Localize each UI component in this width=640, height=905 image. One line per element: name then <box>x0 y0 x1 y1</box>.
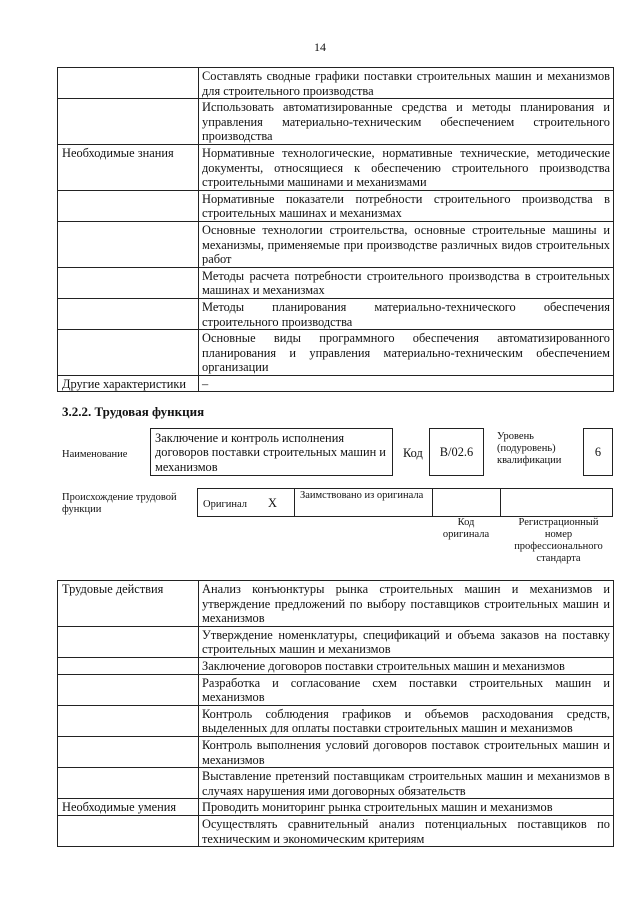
row-text: Нормативные показатели потребности строительного производства в строительных машинах и механизмах <box>199 190 614 221</box>
table-row <box>58 330 614 376</box>
table-row <box>58 799 614 816</box>
actions-table <box>57 580 614 847</box>
row-label: Необходимые знания <box>58 144 199 190</box>
row-label <box>58 267 199 298</box>
table-row <box>58 144 614 190</box>
row-label <box>58 298 199 329</box>
row-text: Контроль соблюдения графиков и объемов расходования средств, выделенных для оплаты поставки строительных машин и механизмов <box>199 705 614 736</box>
row-label <box>58 330 199 376</box>
page-number: 14 <box>314 40 326 54</box>
divider <box>294 488 295 517</box>
table-row <box>58 657 614 674</box>
function-name-box <box>150 428 393 476</box>
table-row <box>58 221 614 267</box>
origin-label: Происхождение трудовой функции <box>62 492 177 515</box>
row-text: Контроль выполнения условий договоров поставок строительных машин и механизмов <box>199 736 614 767</box>
row-label <box>58 68 199 99</box>
table-row <box>58 768 614 799</box>
row-text: – <box>199 375 614 392</box>
row-text: Выставление претензий поставщикам строительных машин и механизмов в случаях нарушения ими договорных обязательств <box>199 768 614 799</box>
row-text: Основные виды программного обеспечения автоматизированного планирования и управления материально-техническим обеспечением организации <box>199 330 614 376</box>
table-row <box>58 581 614 627</box>
function-name: Заключение и контроль исполнения договоров поставки строительных машин и механизмов <box>155 431 386 474</box>
table-row <box>58 674 614 705</box>
row-label <box>58 768 199 799</box>
divider <box>432 488 433 517</box>
row-label <box>58 736 199 767</box>
table-row <box>58 267 614 298</box>
original-mark: X <box>268 496 277 510</box>
row-text: Нормативные технологические, нормативные технические, методические документы, относящиеся к обеспечению строительного производства строительными машинами и механизмами <box>199 144 614 190</box>
row-text: Утверждение номенклатуры, спецификаций и объема заказов на поставку строительных машин и механизмов <box>199 626 614 657</box>
row-label <box>58 221 199 267</box>
row-text: Разработка и согласование схем поставки строительных машин и механизмов <box>199 674 614 705</box>
code-label: Код <box>403 446 423 460</box>
row-text: Заключение договоров поставки строительных машин и механизмов <box>199 657 614 674</box>
section-heading: 3.2.2. Трудовая функция <box>62 404 205 419</box>
code-value: B/02.6 <box>439 445 474 459</box>
row-label <box>58 190 199 221</box>
table-row <box>58 190 614 221</box>
row-text: Методы планирования материально-технического обеспечения строительного производства <box>199 298 614 329</box>
table-row <box>58 736 614 767</box>
row-text: Использовать автоматизированные средства и методы планирования и управления материально-техническим обеспечением строительного производства <box>199 99 614 145</box>
level-box <box>583 428 613 476</box>
borrowed-label: Заимствовано из оригинала <box>300 490 424 501</box>
table-row <box>58 68 614 99</box>
row-label <box>58 815 199 846</box>
name-label: Наименование <box>62 449 128 460</box>
table-row <box>58 815 614 846</box>
row-text: Методы расчета потребности строительного производства в строительных машинах и механизмах <box>199 267 614 298</box>
code-caption: Код оригинала <box>442 517 490 540</box>
knowledge-table <box>57 67 614 392</box>
row-text: Основные технологии строительства, основные строительные машины и механизмы, применяемые при производстве различных видов строительных работ <box>199 221 614 267</box>
row-label <box>58 626 199 657</box>
table-row <box>58 626 614 657</box>
row-label: Необходимые умения <box>58 799 199 816</box>
reg-caption: Регистрационный номер профессионального стандарта <box>514 517 603 564</box>
row-text: Составлять сводные графики поставки строительных машин и механизмов для строительного производства <box>199 68 614 99</box>
row-label <box>58 674 199 705</box>
row-label: Трудовые действия <box>58 581 199 627</box>
row-label <box>58 99 199 145</box>
row-label <box>58 657 199 674</box>
row-text: Осуществлять сравнительный анализ потенциальных поставщиков по техническим и экономическим критериям <box>199 815 614 846</box>
row-label: Другие характеристики <box>58 375 199 392</box>
table-row <box>58 705 614 736</box>
original-label: Оригинал <box>203 499 247 510</box>
row-text: Проводить мониторинг рынка строительных машин и механизмов <box>199 799 614 816</box>
row-label <box>58 705 199 736</box>
table-row <box>58 99 614 145</box>
table-row <box>58 375 614 392</box>
divider <box>500 488 501 517</box>
table-row <box>58 298 614 329</box>
code-box <box>429 428 484 476</box>
level-value: 6 <box>594 445 602 459</box>
row-text: Анализ конъюнктуры рынка строительных машин и механизмов и утверждение предложений по выбору поставщиков строительных машин и механизмов <box>199 581 614 627</box>
level-label: Уровень (подуровень) квалификации <box>497 431 562 466</box>
